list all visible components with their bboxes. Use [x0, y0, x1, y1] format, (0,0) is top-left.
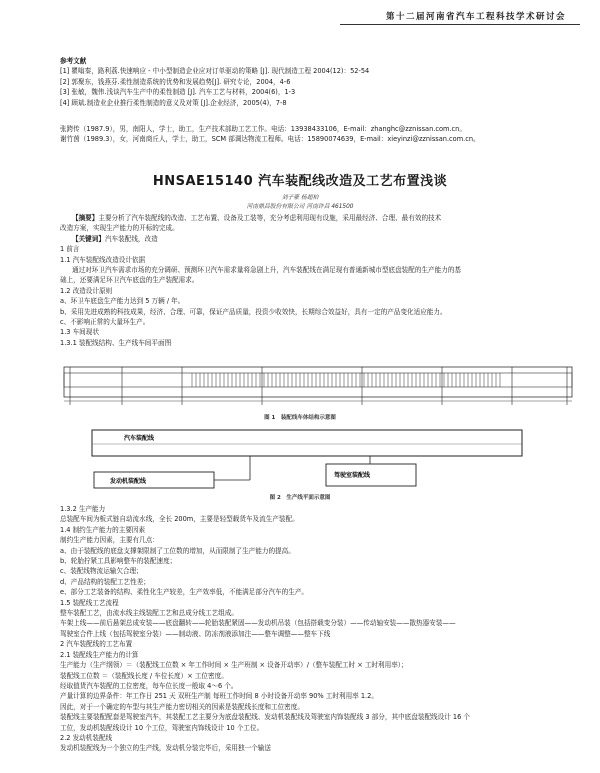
reference-item: [4] 顾斌.制造业企业推行柔性制造的意义及对策 [J].企业经济，2005(4)，7-8 [60, 98, 287, 107]
keywords: 汽车装配线，改造 [104, 234, 158, 243]
keywords-label: 【关键词】 [72, 234, 105, 243]
paragraph: 车架上线——前后悬架总成安装——底盘翻转——轮胎装配紧固——发动机吊装（包括搭载变分装）——传动轴安装——散热器安装—— [60, 619, 456, 628]
list-item: a、环卫车底盘生产能力达到 5 万辆 / 年。 [60, 297, 185, 306]
paragraph: 因此，对于一个确定的车型与其生产能力密切相关的因素是装配线长度和工位密度。 [60, 702, 304, 711]
reference-item: [1] 瞿嗡秦，路利荔.快速响应 - 中小型制造企业应对订单驱动的策略 [J]. 现代制造工程 2004(12)：52-54 [60, 67, 370, 76]
list-item: a、由于装配线的底盘支撑架限制了工位数的增加，从而限制了生产能力的提高。 [60, 546, 295, 555]
paragraph: 制约生产能力因素，主要有几点： [60, 536, 159, 545]
figure-1-drawing [62, 365, 574, 410]
paragraph: 经取值货汽车装配的工位密度，每车位长度一般取 4～6 个。 [60, 681, 238, 690]
section-heading: 2.1 装配线生产能力的计算 [60, 650, 139, 659]
abstract-label: 【摘要】 [72, 214, 99, 222]
list-item: e、部分工艺装备的结构、柔性化生产较差，生产效率低，不能满足部分汽车的生产。 [60, 588, 309, 597]
reference-item: [2] 郭聚东，钱燕芬.柔性制造系统的优势和发展趋势[J]. 研究专论，2004，4-6 [60, 77, 291, 86]
section-heading: 1.3.2 生产能力 [60, 505, 106, 513]
section-heading: 1.1 汽车装配线改造设计依据 [60, 255, 146, 264]
fig2-box-label: 发动机装配线 [110, 478, 147, 485]
running-title: 第十二届河南省汽车工程科技学术研讨会 [385, 12, 566, 22]
paragraph: 装配线主要装配配套是驾驶室汽车，其装配工艺主要分为底盘装配线、发动机装配线及驾驶室内饰装配线 3 部分，其中底盘装配线设计 16 个 [60, 713, 470, 722]
paragraph: 通过对环卫汽车需求市场的充分调研、预测环卫汽车需求量将急剧上升，汽车装配线在满足现有普通新城市型底盘装配的生产能力的基 [72, 266, 462, 275]
author-bio: 谢竹茵（1989.3），女，河南商丘人，学士，助工，SCM 部调达物流工程师。电话：15890074639，E-mail：xieyinzi@zznissan.com.cn。 [60, 135, 480, 144]
section-heading: 2 汽车装配线的工艺布置 [60, 640, 133, 649]
figure-2-drawing [80, 428, 530, 490]
paper-authors: 刘子豪 杨超柏 [281, 195, 319, 201]
paragraph: 总装配车间为板式链自动流水线，全长 200m，主要是轻型载货车及流生产装配。 [60, 515, 299, 524]
fig2-box-label: 汽车装配线 [124, 435, 155, 442]
section-heading: 1.2 改造设计原则 [60, 286, 113, 295]
paragraph: 产量计算的边界条件：年工作日 251 天 双班生产制 每班工作时间 8 小时设备开动率 90% 工时利用率 1.2。 [60, 692, 378, 701]
paper-affiliation: 河南鼎昌股份有限公司 河南许昌 461500 [246, 204, 354, 210]
figure-2-caption: 图 2 生产线平面示意图 [269, 495, 331, 501]
figure-1-caption: 图 1 装配线车体结构示意图 [264, 415, 336, 421]
list-item: d、产品结构的装配工艺性差； [60, 577, 150, 586]
paragraph: 工位，发动机装配线设计 10 个工位，驾驶室内饰线设计 10 个工位。 [60, 723, 264, 732]
paragraph: 生产能力（生产纲领）＝（装配线工位数 × 年工作时间 × 生产班制 × 设备开动率）/（整车装配工时 × 工时利用率）； [60, 661, 408, 670]
references [60, 56, 580, 108]
section-heading: 1 前言 [60, 245, 80, 254]
paragraph: 装配线工位数 ＝（装配线长度 / 车位长度）× 工位密度。 [60, 671, 228, 680]
author-bios [60, 124, 580, 145]
abstract [60, 213, 580, 348]
paragraph: 驾驶室合件上线（包括驾驶室分装）——制动液、防冻剂液添加注——整车调整——整车下线 [60, 629, 331, 638]
header-rule [340, 24, 580, 25]
section-heading: 1.4 制约生产能力的主要因素 [60, 525, 146, 534]
abstract-text: 改造方案，实现生产能力的开标的完成。 [60, 224, 179, 233]
paragraph: 整车装配工艺，由流水线主线装配工艺和总成分线工艺组成。 [60, 609, 239, 618]
paragraph: 发动机装配线为一个独立的生产线，发动机分装完毕后，采用独一个输送 [60, 744, 271, 753]
running-header [0, 0, 600, 30]
list-item: b、轮胎拧紧工具影响整车的装配速度； [60, 557, 177, 566]
paper-title: HNSAE15140 汽车装配线改造及工艺布置浅谈 [152, 174, 448, 189]
body-text [60, 504, 580, 754]
references-heading: 参考文献 [60, 57, 87, 65]
fig2-box-label: 驾驶室装配线 [334, 472, 371, 479]
list-item: b、采用先进成熟的科技成果，经济、合理、可靠，保证产品质量，投资少收效快，长期综合效益好，具有一定的产品变化适应能力。 [60, 307, 447, 316]
section-heading: 1.5 装配线工艺流程 [60, 598, 119, 607]
list-item: c、不影响正常的大量环生产。 [60, 318, 150, 327]
section-heading: 1.3 车间现状 [60, 328, 99, 337]
section-heading: 2.2 发动机装配线 [60, 733, 113, 742]
list-item: c、装配线物流运输欠合理； [60, 567, 143, 576]
section-heading: 1.3.1 装配线结构、生产线车间平面图 [60, 338, 172, 347]
paragraph: 础上，还要满足环卫汽车底盘的生产装配需求。 [60, 276, 199, 285]
abstract-text: 主要分析了汽车装配线的改造、工艺布置、设备及工装等，充分考虑利用现有设施，采用最经济、合理、最有效的技术 [98, 214, 442, 222]
author-bio: 张跨传（1987.9），男，南阳人，学士，助工，生产技术部助工艺工作。电话：13938433106，E-mail：zhanghc@zznissan.com.cn。 [60, 125, 466, 133]
reference-item: [3] 张敏，魏伟.浅谈汽车生产中的柔性制造 [J]. 汽车工艺与材料，2004(6)，1-3 [60, 88, 296, 97]
